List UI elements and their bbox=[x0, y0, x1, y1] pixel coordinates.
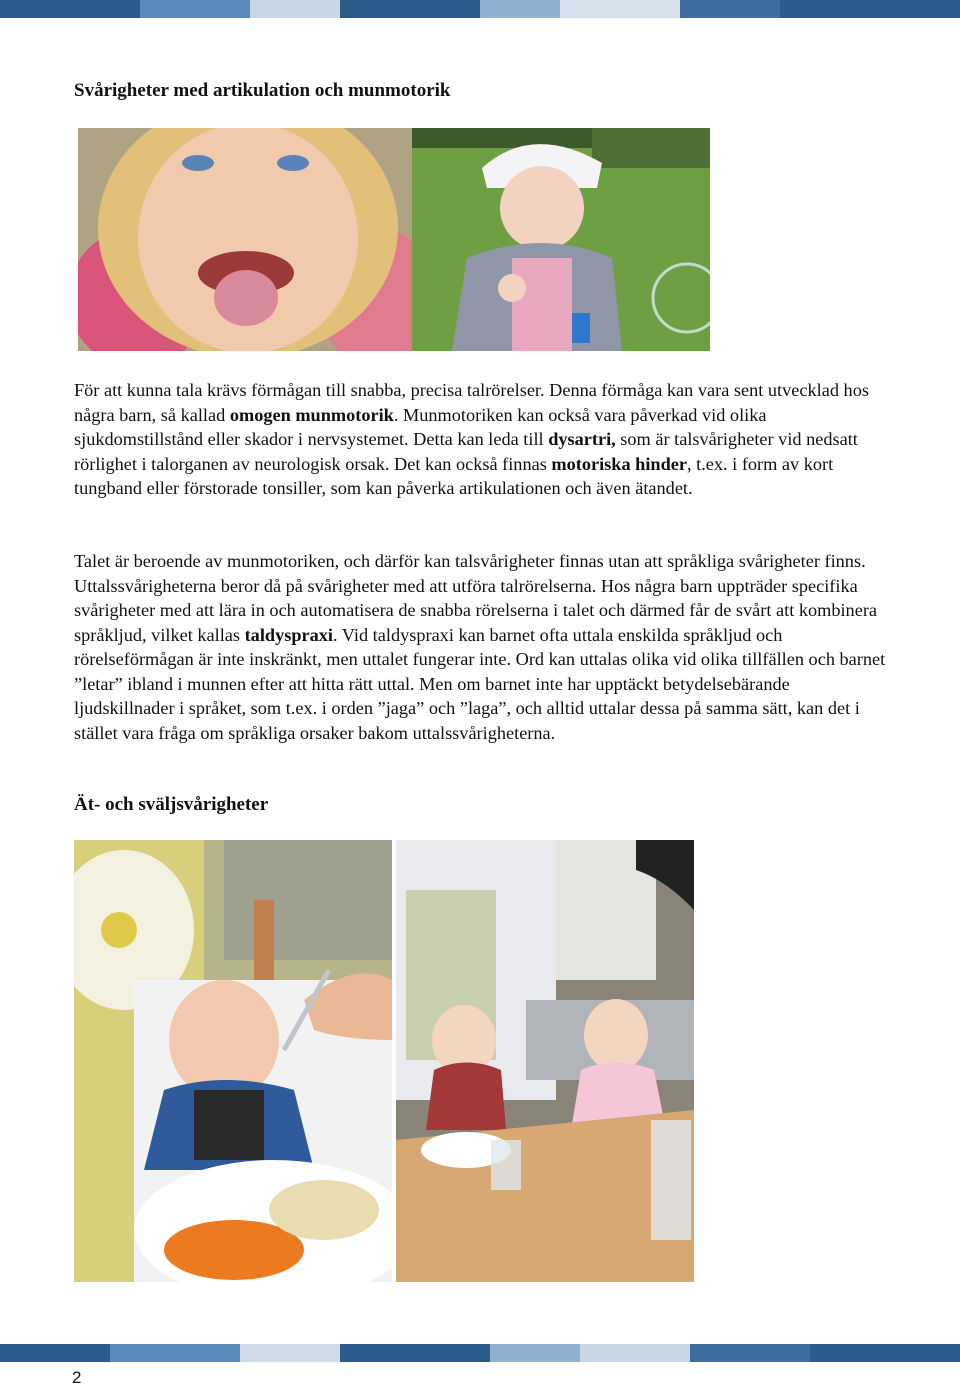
paragraph-text: Talet är beroende av munmotoriken, och därför kan talsvårigheter finnas utan att språkliga svårigheter finns. Uttalssvårigheterna beror då på svårigheter med att utföra talrörelserna. Hos några barn uppträder specifika svårigheter med att lära in och automatisera de snabba rörelserna i talet och därmed får de svårt att kombinera språkljud, vilket kallas bbox=[74, 551, 878, 645]
header-stripe bbox=[0, 0, 960, 18]
photo-baby-feeding bbox=[74, 840, 392, 1282]
paragraph-taldyspraxi bbox=[74, 549, 894, 745]
paragraph-text: . Vid taldyspraxi kan barnet ofta uttala enskilda språkljud och rörelseförmågan är inte inskränkt, men uttalet fungerar inte. Ord kan uttalas olika vid olika tillfällen och barnet ”letar” ibland i munnen efter att hitta rätt uttal. Men om barnet inte har upptäckt betydelsebärande ljudskillnader i språket, som t.ex. i orden ”jaga” och ”laga”, och alltid uttalar dessa på samma sätt, kan det i stället vara fråga om språkliga orsaker bakom uttalssvårigheterna. bbox=[74, 624, 886, 743]
term-dysartri: dysartri, bbox=[548, 429, 616, 449]
section-heading-articulation: Svårigheter med artikulation och munmotorik bbox=[74, 80, 451, 101]
paragraph-text: . Munmotoriken kan också vara påverkad vid olika sjukdomstillstånd eller skador i nervsystemet. Detta kan leda till bbox=[74, 404, 767, 449]
term-taldyspraxi: taldyspraxi bbox=[244, 624, 333, 645]
photo-toddler-bubbles bbox=[412, 128, 710, 351]
section-heading-eating: Ät- och sväljsvårigheter bbox=[74, 794, 269, 815]
page-number: 2 bbox=[72, 1368, 82, 1387]
paragraph-text: som är talsvårigheter vid nedsatt rörlighet i talorganen av neurologisk orsak. Det kan också finnas bbox=[74, 429, 858, 474]
term-motoriska-hinder: motoriska hinder bbox=[551, 453, 687, 474]
paragraph-text: För att kunna tala krävs förmågan till snabba, precisa talrörelser. Denna förmåga kan vara sent utvecklad hos några barn, så kallad bbox=[74, 380, 869, 425]
term-omogen-munmotorik: omogen munmotorik bbox=[229, 404, 394, 425]
photo-children-kitchen bbox=[396, 840, 694, 1282]
paragraph-articulation bbox=[74, 378, 894, 501]
paragraph-text: , t.ex. i form av kort tungband eller förstorade tonsiller, som kan påverka artikulationen och även ätandet. bbox=[74, 453, 834, 498]
footer-stripe bbox=[0, 1344, 960, 1362]
photo-child-tongue bbox=[78, 128, 412, 351]
